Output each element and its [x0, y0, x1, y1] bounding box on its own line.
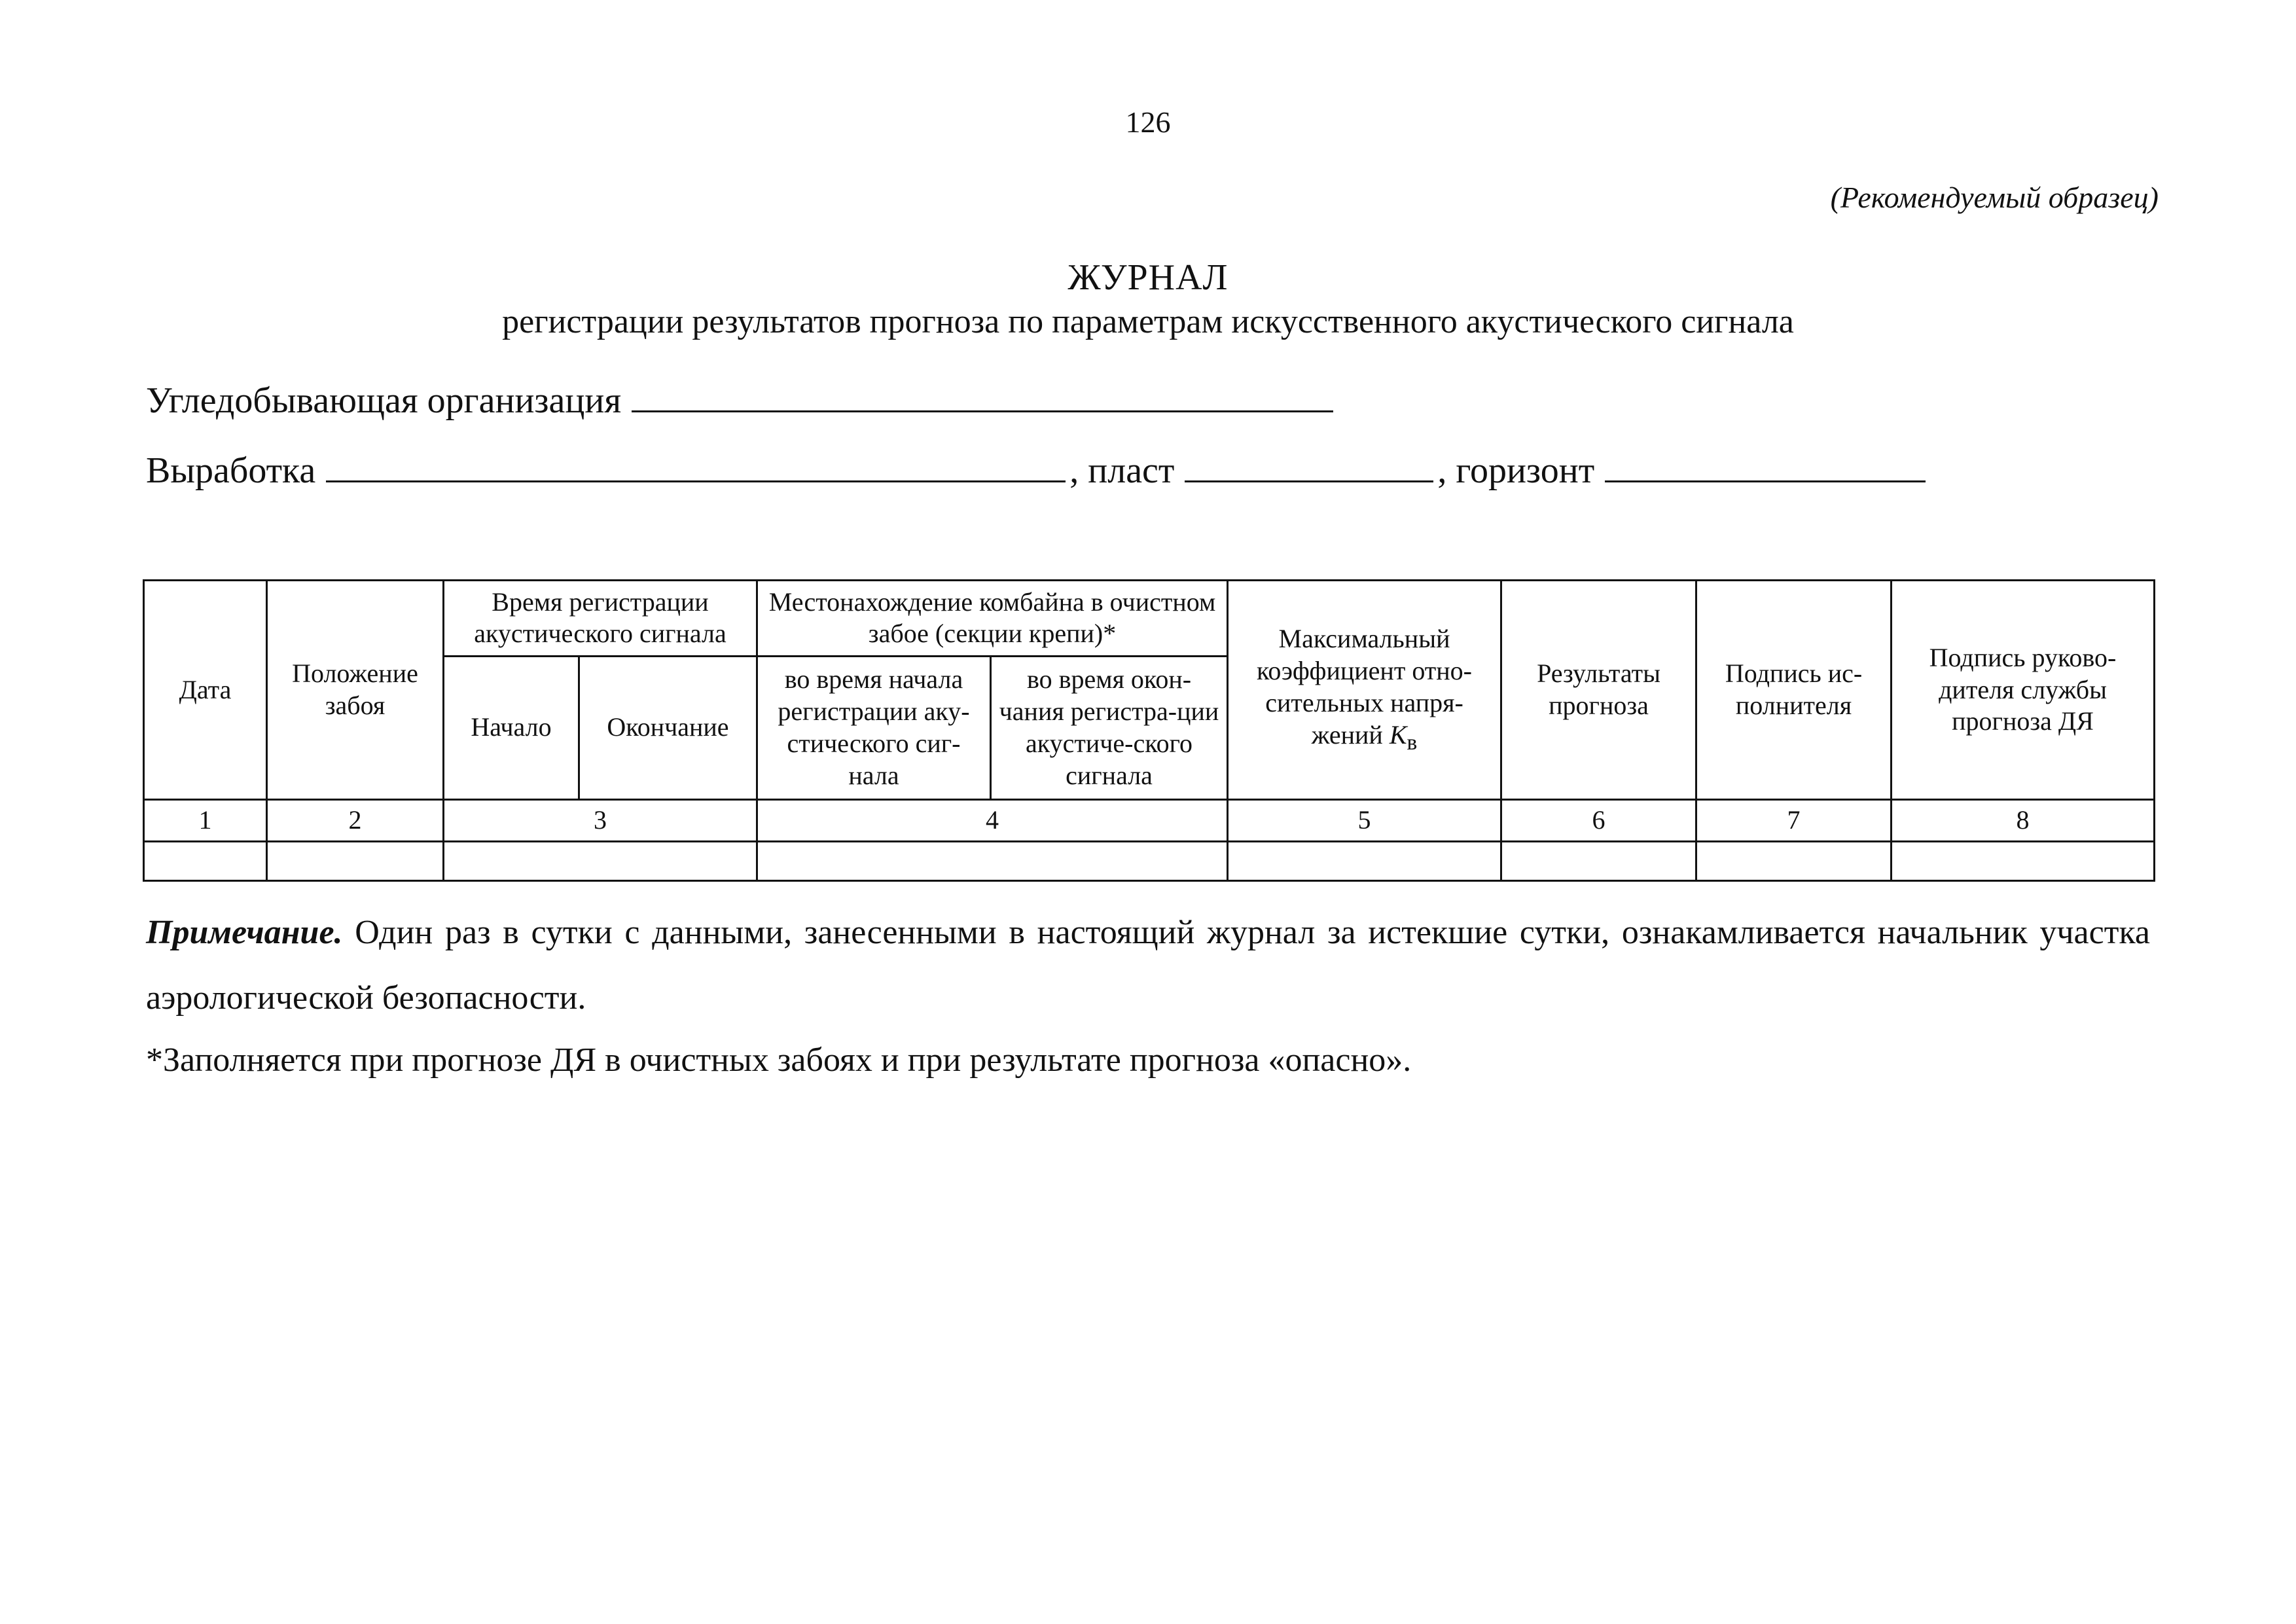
column-numbers-row — [144, 799, 2155, 841]
empty-entry-row — [144, 842, 2155, 881]
column-number: 5 — [1228, 799, 1501, 841]
working-label: Выработка — [146, 450, 316, 491]
journal-table — [143, 579, 2155, 882]
column-number: 8 — [1892, 799, 2155, 841]
header-combine-location: Местонахождение комбайна в очистном забое (секции крепи)* — [757, 581, 1228, 657]
max-coefficient-text: Максимальный коэффициент отно-сительных напря-жений — [1257, 624, 1472, 749]
organization-label: Угледобывающая организация — [146, 380, 622, 421]
horizon-blank[interactable] — [1605, 452, 1926, 482]
header-head-signature: Подпись руково-дителя службы прогноза ДЯ — [1892, 581, 2155, 800]
entry-cell[interactable] — [757, 842, 1228, 881]
entry-cell[interactable] — [144, 842, 267, 881]
header-face-position: Положение забоя — [267, 581, 444, 800]
seam-blank[interactable] — [1185, 452, 1433, 482]
working-line — [146, 450, 1929, 492]
entry-cell[interactable] — [1892, 842, 2155, 881]
header-registration-time: Время регистрации акустического сигнала — [444, 581, 757, 657]
header-start: Начало — [444, 656, 579, 799]
organization-blank[interactable] — [632, 382, 1333, 412]
note-paragraph — [146, 900, 2150, 1031]
working-blank[interactable] — [326, 452, 1066, 482]
seam-label: , пласт — [1069, 450, 1175, 491]
horizon-label: , горизонт — [1437, 450, 1595, 491]
recommended-sample-label: (Рекомендуемый образец) — [1830, 181, 2159, 214]
entry-cell[interactable] — [1501, 842, 1696, 881]
column-number: 7 — [1696, 799, 1892, 841]
column-number: 1 — [144, 799, 267, 841]
coefficient-subscript: в — [1407, 730, 1418, 755]
header-at-end: во время окон-чания регистра-ции акустиче-ского сигнала — [991, 656, 1228, 799]
organization-line — [146, 380, 1337, 422]
page-number: 126 — [1125, 105, 1171, 139]
entry-cell[interactable] — [444, 842, 757, 881]
coefficient-symbol: K — [1389, 719, 1407, 749]
column-number: 2 — [267, 799, 444, 841]
column-number: 4 — [757, 799, 1228, 841]
entry-cell[interactable] — [1228, 842, 1501, 881]
footnote: *Заполняется при прогнозе ДЯ в очистных забоях и при результате прогноза «опасно». — [146, 1041, 1412, 1079]
document-subtitle: регистрации результатов прогноза по параметрам искусственного акустического сигнала — [502, 303, 1794, 340]
column-number: 3 — [444, 799, 757, 841]
header-executor-signature: Подпись ис-полнителя — [1696, 581, 1892, 800]
entry-cell[interactable] — [1696, 842, 1892, 881]
header-at-start: во время начала регистрации аку-стического сиг-нала — [757, 656, 991, 799]
note-label: Примечание. — [146, 914, 343, 951]
column-number: 6 — [1501, 799, 1696, 841]
note-text: Один раз в сутки с данными, занесенными в настоящий журнал за истекшие сутки, ознакамливается начальник участка аэрологической безопасности. — [146, 914, 2150, 1017]
entry-cell[interactable] — [267, 842, 444, 881]
document-title: ЖУРНАЛ — [1067, 257, 1229, 298]
header-max-coefficient — [1228, 581, 1501, 800]
header-end: Окончание — [579, 656, 757, 799]
header-date: Дата — [144, 581, 267, 800]
header-forecast-results: Результаты прогноза — [1501, 581, 1696, 800]
